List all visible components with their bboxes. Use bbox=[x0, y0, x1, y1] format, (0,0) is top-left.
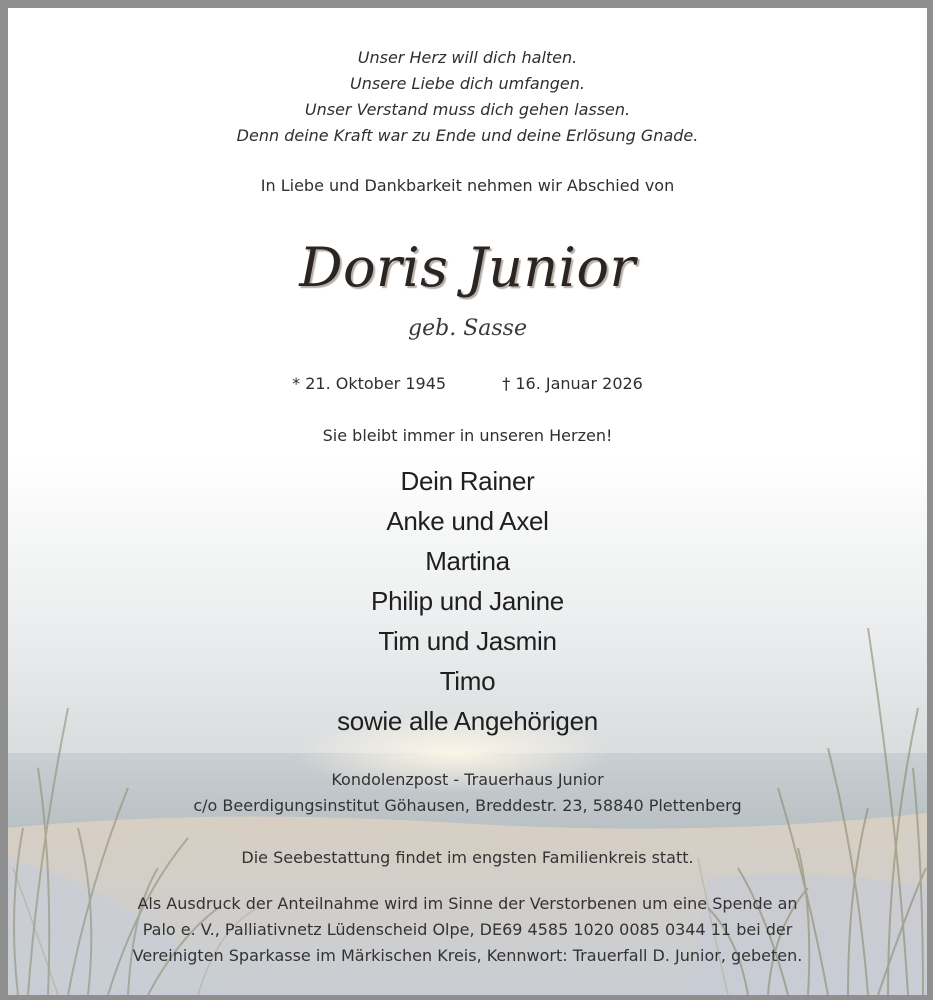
obituary-text bbox=[8, 8, 927, 995]
mourner-name: sowie alle Angehörigen bbox=[337, 706, 598, 736]
birth-date: * 21. Oktober 1945 bbox=[292, 374, 447, 393]
mourner-name: Tim und Jasmin bbox=[378, 626, 557, 656]
poem-line: Denn deine Kraft war zu Ende und deine Erlösung Gnade. bbox=[236, 126, 699, 145]
intro-text: In Liebe und Dankbarkeit nehmen wir Abschied von bbox=[260, 176, 675, 195]
mourner-name: Philip und Janine bbox=[371, 586, 564, 616]
poem-line: Unser Verstand muss dich gehen lassen. bbox=[304, 100, 631, 119]
maiden-name: geb. Sasse bbox=[408, 316, 527, 341]
condolence-address: c/o Beerdigungsinstitut Göhausen, Breddestr. 23, 58840 Plettenberg bbox=[193, 796, 742, 815]
donation-line: Vereinigten Sparkasse im Märkischen Kreis, Kennwort: Trauerfall D. Junior, gebeten. bbox=[132, 946, 803, 965]
donation-line: Palo e. V., Palliativnetz Lüdenscheid Olpe, DE69 4585 1020 0085 0344 11 bei der bbox=[142, 920, 793, 939]
donation-line: Als Ausdruck der Anteilnahme wird im Sinne der Verstorbenen um eine Spende an bbox=[137, 894, 798, 913]
mourner-name: Martina bbox=[425, 546, 510, 576]
mourner-name: Timo bbox=[439, 666, 496, 696]
poem-line: Unsere Liebe dich umfangen. bbox=[350, 74, 585, 93]
mourner-name: Anke und Axel bbox=[386, 506, 549, 536]
motto-text: Sie bleibt immer in unseren Herzen! bbox=[322, 426, 613, 445]
condolence-line: Kondolenzpost - Trauerhaus Junior bbox=[331, 770, 604, 789]
life-dates bbox=[8, 374, 927, 393]
deceased-name: Doris Junior bbox=[299, 236, 636, 299]
burial-note: Die Seebestattung findet im engsten Familienkreis statt. bbox=[241, 848, 694, 867]
poem-line: Unser Herz will dich halten. bbox=[357, 48, 578, 67]
death-date: † 16. Januar 2026 bbox=[502, 374, 643, 393]
mourner-name: Dein Rainer bbox=[400, 466, 535, 496]
obituary-card bbox=[8, 8, 927, 995]
